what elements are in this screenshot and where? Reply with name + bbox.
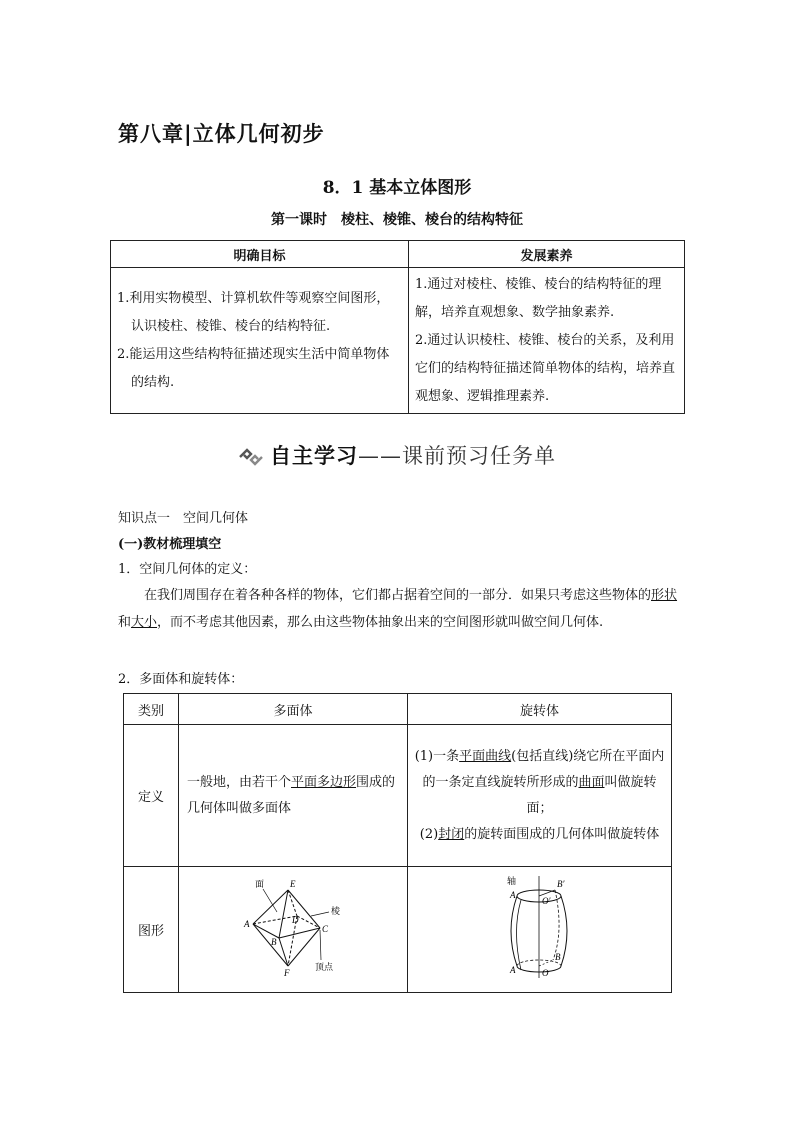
goal-right-2: 2.通过认识棱柱、棱锥、棱台的关系，及利用它们的结构特征描述简单物体的结构，培养直观想象、逻辑推理素养. [415,332,676,404]
goal-left-2: 2.能运用这些结构特征描述现实生活中简单物体的结构. [117,346,390,390]
label-D: D [292,914,299,925]
subheading: (一)教材梳理填空 [118,537,222,552]
rot-def-b: (包括直线)绕它所在平面内的一条定直线旋转所形成的 [422,748,665,790]
label-E: E [290,878,296,889]
polyhedron-figure-cell [179,867,408,993]
row-def-label: 定义 [124,725,179,867]
label-A: A [244,918,250,929]
rotation-definition [408,725,672,867]
para-text-c: ，而不考虑其他因素，那么由这些物体抽象出来的空间图形就叫做空间几何体. [157,615,604,630]
poly-def-a: 一般地，由若干个 [187,774,292,790]
poly-def-blank: 平面多边形 [291,774,357,790]
rot-def-e: 的旋转面围成的几何体叫做旋转体 [464,826,660,842]
polyhedron-definition [179,725,408,867]
rot-def-blank1: 平面曲线 [459,748,512,764]
rot-def-blank3: 封闭 [438,826,465,842]
item2-title: 2．多面体和旋转体： [118,672,244,687]
knowledge-point: 知识点一 空间几何体 [118,511,249,526]
rotation-figure-cell [408,867,672,993]
poly-header-polyhedron: 多面体 [179,694,408,725]
label-B-bottom: B [554,951,560,962]
label-face: 面 [255,878,265,889]
item1-title: 1．空间几何体的定义： [118,562,257,577]
goals-header-right: 发展素养 [409,241,685,268]
poly-def-b: 围成的几何体叫做多面体 [187,774,396,816]
row-fig-label: 图形 [124,867,179,993]
para-text-a: 在我们周围存在着各种各样的物体，它们都占据着空间的一部分．如果只考虑这些物体的 [144,588,652,603]
label-F: F [284,967,290,978]
para-blank-shape: 形状 [651,588,678,603]
goals-right-cell [409,268,685,414]
poly-header-rotation: 旋转体 [408,694,672,725]
label-A-top: A [509,889,515,900]
banner-bold: 自主学习 [270,444,358,468]
rot-def-c: 叫做旋转面； [526,774,657,816]
rot-def-a: (1)一条 [414,748,460,764]
poly-header-type: 类别 [124,694,179,725]
poly-table [123,693,672,993]
banner-logo-icon [238,448,264,466]
label-B: B [271,936,277,947]
chapter-title: 第八章|立体几何初步 [118,122,325,146]
label-edge: 棱 [331,905,341,916]
label-vertex: 顶点 [315,961,334,972]
goals-header-left: 明确目标 [111,241,409,268]
label-O: O [541,967,548,978]
label-C: C [322,923,329,934]
rot-def-blank2: 曲面 [578,774,605,790]
section-banner [0,440,794,470]
rot-def-d: (2) [419,826,439,842]
goal-left-1: 1.利用实物模型、计算机软件等观察空间图形，认识棱柱、棱锥、棱台的结构特征. [117,290,390,334]
label-A-bottom: A [509,964,515,975]
octahedron-figure [233,878,353,978]
label-O-prime: O′ [541,895,550,906]
lesson-title: 第一课时 棱柱、棱锥、棱台的结构特征 [271,212,523,228]
section-title: 8．1 基本立体图形 [322,178,472,198]
rotation-body-figure [485,874,595,982]
goals-table [110,240,685,414]
label-axis: 轴 [506,875,516,886]
goals-left-cell [111,268,409,414]
banner-rest: ——课前预习任务单 [358,444,556,468]
para-text-b: 和 [118,615,132,630]
label-B-prime: B′ [556,878,564,889]
goal-right-1: 1.通过对棱柱、棱锥、棱台的结构特征的理解，培养直观想象、数学抽象素养. [415,276,662,320]
para-blank-size: 大小 [131,615,158,630]
item1-paragraph [118,582,684,636]
